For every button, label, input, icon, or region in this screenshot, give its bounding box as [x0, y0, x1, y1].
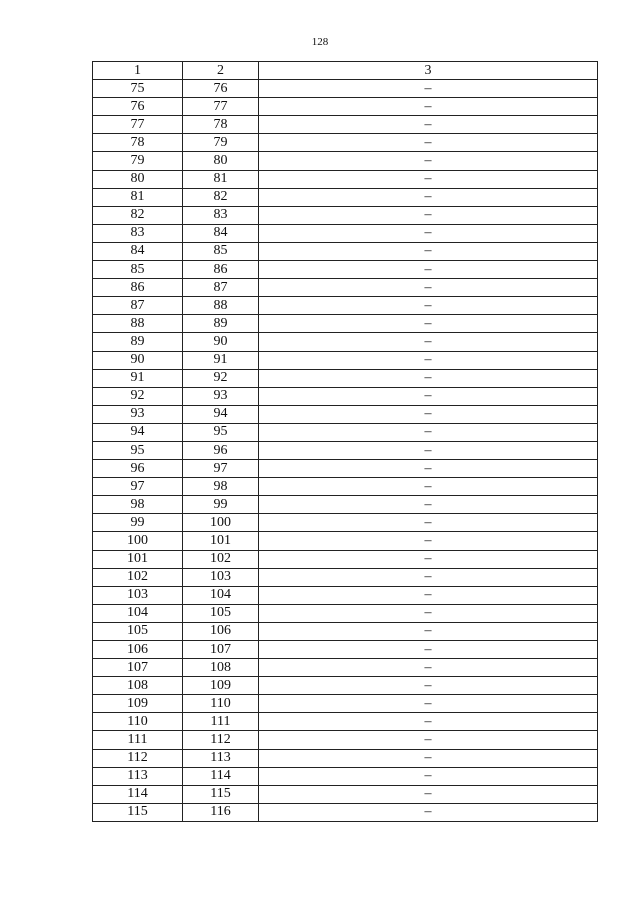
table-cell-col-2: 77 [183, 98, 259, 116]
table-cell-col-3: – [259, 387, 598, 405]
table-row [93, 242, 598, 260]
table-cell-col-1: 97 [93, 478, 183, 496]
table-cell-col-1: 106 [93, 641, 183, 659]
table-cell-col-2: 100 [183, 514, 259, 532]
table-cell-col-3: – [259, 532, 598, 550]
table-cell-col-2: 96 [183, 441, 259, 459]
table-row [93, 98, 598, 116]
table-cell-col-2: 98 [183, 478, 259, 496]
table-cell-col-2: 114 [183, 767, 259, 785]
table-cell-col-3: – [259, 568, 598, 586]
table-cell-col-2: 106 [183, 622, 259, 640]
table-cell-col-3: – [259, 351, 598, 369]
table-cell-col-1: 95 [93, 441, 183, 459]
table-cell-col-1: 102 [93, 568, 183, 586]
table-cell-col-3: – [259, 441, 598, 459]
table-cell-col-3: – [259, 98, 598, 116]
table-cell-col-2: 116 [183, 803, 259, 821]
table-row [93, 333, 598, 351]
table-cell-col-1: 107 [93, 659, 183, 677]
table-cell-col-1: 114 [93, 785, 183, 803]
table-cell-col-3: – [259, 785, 598, 803]
table-row [93, 206, 598, 224]
table-cell-col-2: 110 [183, 695, 259, 713]
table-cell-col-1: 85 [93, 261, 183, 279]
table-row [93, 116, 598, 134]
table-cell-col-2: 101 [183, 532, 259, 550]
table-row [93, 496, 598, 514]
table-cell-col-1: 98 [93, 496, 183, 514]
table-cell-col-3: – [259, 152, 598, 170]
table-cell-col-3: – [259, 369, 598, 387]
table-cell-col-2: 93 [183, 387, 259, 405]
table-cell-col-1: 105 [93, 622, 183, 640]
table-cell-col-3: – [259, 423, 598, 441]
table-row [93, 695, 598, 713]
table-cell-col-1: 104 [93, 604, 183, 622]
table-cell-col-1: 101 [93, 550, 183, 568]
table-cell-col-2: 108 [183, 659, 259, 677]
table-row [93, 315, 598, 333]
table-cell-col-1: 113 [93, 767, 183, 785]
table-cell-col-1: 76 [93, 98, 183, 116]
table-row [93, 622, 598, 640]
table-row [93, 803, 598, 821]
table-cell-col-1: 77 [93, 116, 183, 134]
table-row [93, 731, 598, 749]
table-cell-col-1: 111 [93, 731, 183, 749]
table-cell-col-1: 87 [93, 297, 183, 315]
table-cell-col-2: 85 [183, 242, 259, 260]
table-cell-col-2: 78 [183, 116, 259, 134]
table-cell-col-3: – [259, 478, 598, 496]
table-row [93, 224, 598, 242]
table-cell-col-1: 99 [93, 514, 183, 532]
table-cell-col-3: – [259, 116, 598, 134]
table-row [93, 152, 598, 170]
table-cell-col-2: 102 [183, 550, 259, 568]
table-row [93, 441, 598, 459]
table-cell-col-2: 83 [183, 206, 259, 224]
table-row [93, 713, 598, 731]
table-cell-col-3: – [259, 297, 598, 315]
table-row [93, 641, 598, 659]
table-cell-col-2: 95 [183, 423, 259, 441]
table-cell-col-2: 112 [183, 731, 259, 749]
table-cell-col-3: – [259, 333, 598, 351]
table-row [93, 369, 598, 387]
table-cell-col-2: 80 [183, 152, 259, 170]
table-cell-col-1: 79 [93, 152, 183, 170]
table-row [93, 423, 598, 441]
table-cell-col-2: 81 [183, 170, 259, 188]
table-cell-col-2: 99 [183, 496, 259, 514]
table-cell-col-1: 82 [93, 206, 183, 224]
table-cell-col-2: 87 [183, 279, 259, 297]
table-cell-col-3: – [259, 242, 598, 260]
table-row [93, 188, 598, 206]
table-cell-col-3: – [259, 695, 598, 713]
table-cell-col-3: – [259, 749, 598, 767]
table-row [93, 279, 598, 297]
table-cell-col-1: 90 [93, 351, 183, 369]
table-cell-col-2: 76 [183, 80, 259, 98]
table-cell-col-1: 108 [93, 677, 183, 695]
table-cell-col-3: – [259, 496, 598, 514]
table-row [93, 659, 598, 677]
data-table [92, 61, 598, 822]
table-cell-col-3: – [259, 641, 598, 659]
table-cell-col-1: 83 [93, 224, 183, 242]
table-row [93, 134, 598, 152]
table-cell-col-3: – [259, 315, 598, 333]
table-cell-col-2: 84 [183, 224, 259, 242]
table-row [93, 514, 598, 532]
table-row [93, 749, 598, 767]
table-cell-col-1: 84 [93, 242, 183, 260]
table-row [93, 80, 598, 98]
table-cell-col-3: – [259, 586, 598, 604]
table-cell-col-3: – [259, 134, 598, 152]
table-cell-col-1: 93 [93, 405, 183, 423]
table-cell-col-2: 113 [183, 749, 259, 767]
table-row [93, 261, 598, 279]
table-cell-col-2: 86 [183, 261, 259, 279]
table-cell-col-2: 82 [183, 188, 259, 206]
table-row [93, 460, 598, 478]
table-cell-col-2: 97 [183, 460, 259, 478]
table-cell-col-2: 109 [183, 677, 259, 695]
table-cell-col-1: 86 [93, 279, 183, 297]
table-cell-col-1: 100 [93, 532, 183, 550]
table-row [93, 604, 598, 622]
table-cell-col-3: – [259, 767, 598, 785]
table-cell-col-3: – [259, 514, 598, 532]
table-cell-col-1: 81 [93, 188, 183, 206]
table-cell-col-3: – [259, 188, 598, 206]
table-cell-col-2: 92 [183, 369, 259, 387]
table-cell-col-1: 78 [93, 134, 183, 152]
table-cell-col-1: 115 [93, 803, 183, 821]
table-cell-col-3: – [259, 604, 598, 622]
table-row [93, 568, 598, 586]
table-cell-col-1: 103 [93, 586, 183, 604]
table-row [93, 170, 598, 188]
table-cell-col-2: 89 [183, 315, 259, 333]
table-cell-col-2: 107 [183, 641, 259, 659]
table-cell-col-2: 88 [183, 297, 259, 315]
table-cell-col-3: – [259, 405, 598, 423]
table-row [93, 387, 598, 405]
table-cell-col-3: – [259, 206, 598, 224]
table-cell-col-3: – [259, 622, 598, 640]
table-cell-col-1: 112 [93, 749, 183, 767]
table-row [93, 550, 598, 568]
table-cell-col-2: 79 [183, 134, 259, 152]
table-cell-col-3: – [259, 713, 598, 731]
table-cell-col-3: – [259, 279, 598, 297]
table-cell-col-2: 105 [183, 604, 259, 622]
table-row [93, 586, 598, 604]
table-row [93, 785, 598, 803]
table-cell-col-1: 75 [93, 80, 183, 98]
table-cell-col-1: 91 [93, 369, 183, 387]
column-header-1: 1 [93, 62, 183, 80]
table-cell-col-1: 94 [93, 423, 183, 441]
table-row [93, 478, 598, 496]
table-row [93, 767, 598, 785]
table-cell-col-2: 103 [183, 568, 259, 586]
table-cell-col-1: 109 [93, 695, 183, 713]
table-cell-col-3: – [259, 659, 598, 677]
table-cell-col-2: 104 [183, 586, 259, 604]
table-cell-col-1: 96 [93, 460, 183, 478]
table-cell-col-1: 88 [93, 315, 183, 333]
table-cell-col-3: – [259, 170, 598, 188]
table-cell-col-3: – [259, 460, 598, 478]
table-cell-col-2: 90 [183, 333, 259, 351]
table-cell-col-3: – [259, 731, 598, 749]
table-cell-col-2: 111 [183, 713, 259, 731]
table-cell-col-3: – [259, 80, 598, 98]
table-cell-col-2: 91 [183, 351, 259, 369]
header-row [93, 62, 598, 80]
table-cell-col-2: 94 [183, 405, 259, 423]
table-row [93, 677, 598, 695]
table-cell-col-1: 110 [93, 713, 183, 731]
table-row [93, 532, 598, 550]
table-cell-col-3: – [259, 803, 598, 821]
table-cell-col-2: 115 [183, 785, 259, 803]
table-row [93, 351, 598, 369]
table-cell-col-3: – [259, 550, 598, 568]
table-cell-col-3: – [259, 261, 598, 279]
table-row [93, 405, 598, 423]
column-header-2: 2 [183, 62, 259, 80]
table-cell-col-1: 80 [93, 170, 183, 188]
table-row [93, 297, 598, 315]
column-header-3: 3 [259, 62, 598, 80]
table-cell-col-3: – [259, 224, 598, 242]
page-number: 128 [311, 36, 329, 48]
table-cell-col-1: 89 [93, 333, 183, 351]
table-body [93, 80, 598, 822]
table-cell-col-3: – [259, 677, 598, 695]
table-cell-col-1: 92 [93, 387, 183, 405]
